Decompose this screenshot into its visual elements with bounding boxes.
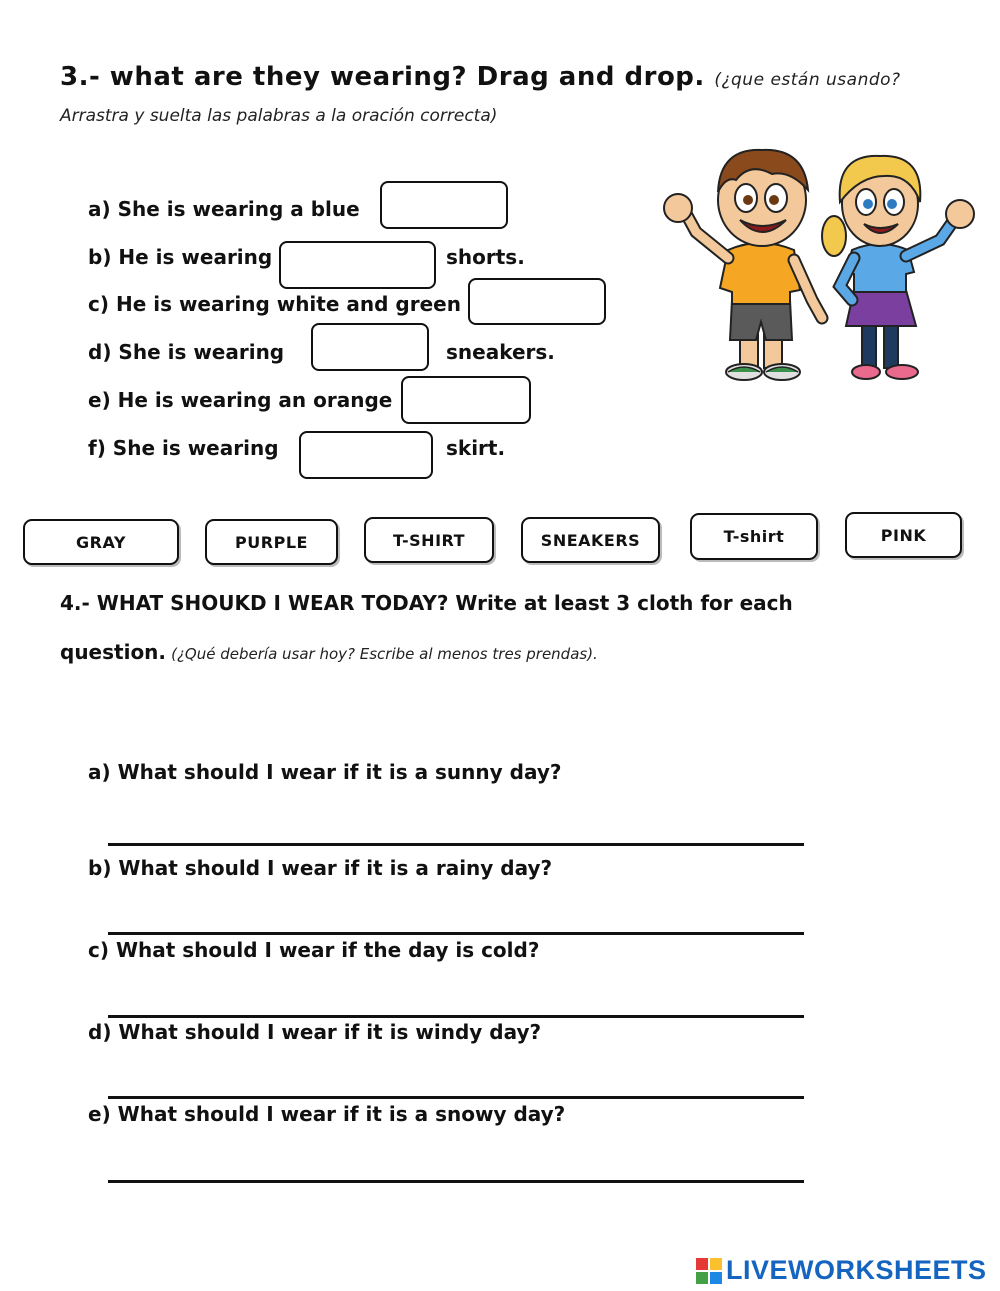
word-tile-gray[interactable]: GRAY	[23, 519, 179, 565]
section-4-note-es: (¿Qué debería usar hoy? Escribe al menos tres prendas).	[171, 645, 598, 663]
section-3-title	[60, 62, 901, 92]
answer-line-b[interactable]	[108, 932, 804, 935]
drop-zone-d[interactable]	[311, 323, 429, 371]
word-tile-t-shirt-upper[interactable]: T-SHIRT	[364, 517, 494, 563]
sentence-f-suffix: skirt.	[446, 436, 506, 460]
sentence-d-suffix: sneakers.	[446, 340, 555, 364]
drop-zone-a[interactable]	[380, 181, 508, 229]
question-a: a) What should I wear if it is a sunny day?	[88, 760, 562, 784]
sentence-c: c) He is wearing white and green	[88, 292, 461, 316]
answer-line-e[interactable]	[108, 1180, 804, 1183]
section-4-title-line-2	[60, 640, 598, 664]
word-tile-t-shirt[interactable]: T-shirt	[690, 513, 818, 560]
section-3-instructions: Arrastra y suelta las palabras a la oración correcta)	[60, 106, 498, 126]
sentence-b: b) He is wearing	[88, 245, 273, 269]
section-3-note-es: (¿que están usando?	[714, 70, 901, 90]
liveworksheets-logo	[696, 1255, 987, 1286]
drop-zone-e[interactable]	[401, 376, 531, 424]
answer-line-a[interactable]	[108, 843, 804, 846]
question-e: e) What should I wear if it is a snowy day?	[88, 1102, 566, 1126]
question-c: c) What should I wear if the day is cold?	[88, 938, 540, 962]
kids-cartoon-icon	[640, 140, 990, 390]
liveworksheets-logo-text: LIVEWORKSHEETS	[726, 1255, 987, 1285]
answer-line-c[interactable]	[108, 1015, 804, 1018]
question-b: b) What should I wear if it is a rainy day?	[88, 856, 553, 880]
word-tile-purple[interactable]: PURPLE	[205, 519, 338, 565]
sentence-d: d) She is wearing	[88, 340, 285, 364]
sentence-a: a) She is wearing a blue	[88, 197, 360, 221]
drop-zone-c[interactable]	[468, 278, 606, 325]
answer-line-d[interactable]	[108, 1096, 804, 1099]
word-tile-sneakers[interactable]: SNEAKERS	[521, 517, 660, 563]
question-d: d) What should I wear if it is windy day?	[88, 1020, 542, 1044]
drop-zone-b[interactable]	[279, 241, 436, 289]
drop-zone-f[interactable]	[299, 431, 433, 479]
word-tile-pink[interactable]: PINK	[845, 512, 962, 558]
sentence-e: e) He is wearing an orange	[88, 388, 393, 412]
sentence-b-suffix: shorts.	[446, 245, 525, 269]
section-3-title-text: 3.- what are they wearing? Drag and drop.	[60, 62, 705, 92]
sentence-f: f) She is wearing	[88, 436, 279, 460]
section-4-title: 4.- WHAT SHOUKD I WEAR TODAY? Write at least 3 cloth for each	[60, 591, 793, 615]
section-4-title-cont: question.	[60, 640, 167, 664]
liveworksheets-logo-icon	[696, 1258, 722, 1284]
